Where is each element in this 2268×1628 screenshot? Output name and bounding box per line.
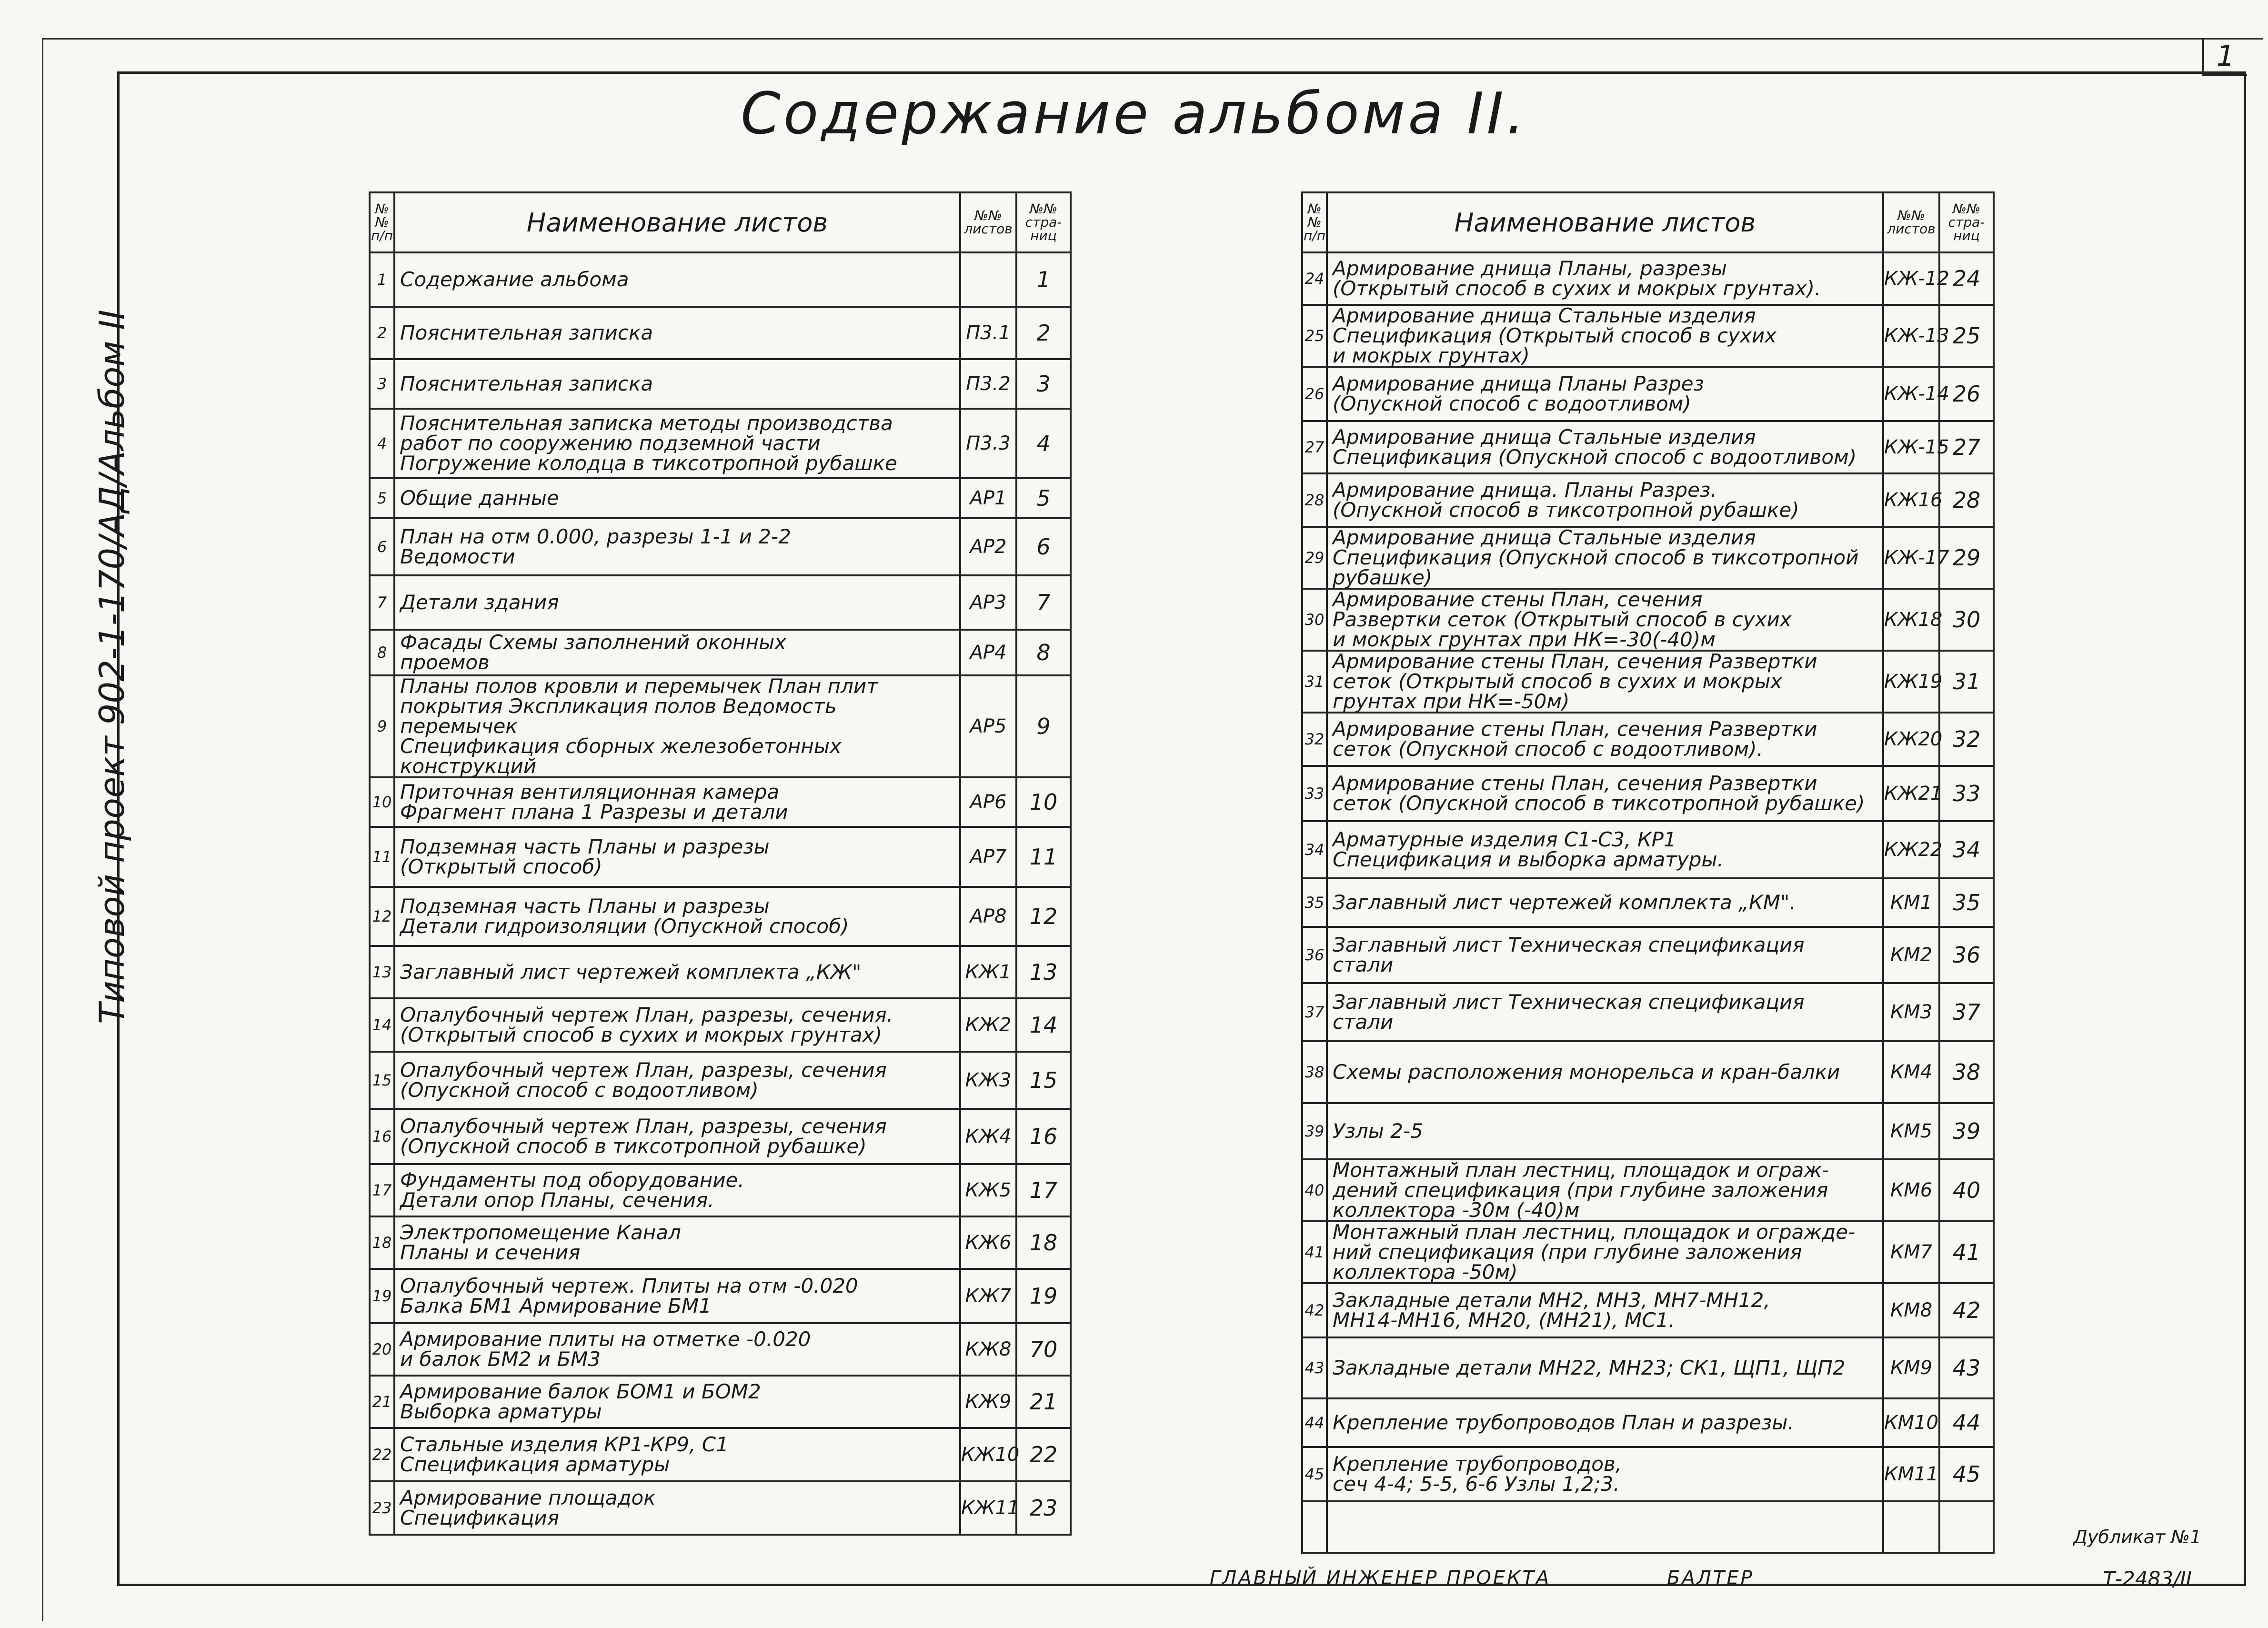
row-number: 9 xyxy=(370,675,394,777)
row-title: Детали здания xyxy=(394,575,960,630)
row-page: 43 xyxy=(1939,1337,1994,1398)
row-sheet-code: КЖ1 xyxy=(960,946,1016,998)
row-sheet-code: КЖ3 xyxy=(960,1052,1016,1109)
row-sheet-code: КЖ18 xyxy=(1883,589,1939,651)
row-title: Крепление трубопроводов План и разрезы. xyxy=(1327,1398,1883,1447)
row-number: 14 xyxy=(370,998,394,1052)
row-sheet-code: КМ11 xyxy=(1883,1447,1939,1501)
table-row xyxy=(370,478,1071,518)
table-row xyxy=(1302,473,1994,527)
row-page: 36 xyxy=(1939,927,1994,983)
row-number: 19 xyxy=(370,1269,394,1323)
row-number: 16 xyxy=(370,1109,394,1164)
row-sheet-code: КЖ7 xyxy=(960,1269,1016,1323)
row-title: Армирование днища Стальные изделия Спецификация (Опускной способ в тиксотропной рубашке) xyxy=(1327,527,1883,589)
row-sheet-code: КМ4 xyxy=(1883,1041,1939,1103)
row-page: 38 xyxy=(1939,1041,1994,1103)
row-title: Содержание альбома xyxy=(394,252,960,307)
row-title: Крепление трубопроводов, сеч 4-4; 5-5, 6-6 Узлы 1,2;3. xyxy=(1327,1447,1883,1501)
row-title: Монтажный план лестниц, площадок и ограж- дений спецификация (при глубине заложения коллектора -30м (-40)м xyxy=(1327,1159,1883,1221)
row-sheet-code: АР5 xyxy=(960,675,1016,777)
row-number: 17 xyxy=(370,1164,394,1216)
row-page: 13 xyxy=(1016,946,1071,998)
row-title: Армирование днища. Планы Разрез. (Опускной способ в тиксотропной рубашке) xyxy=(1327,473,1883,527)
row-sheet-code: КЖ9 xyxy=(960,1376,1016,1428)
row-page: 7 xyxy=(1016,575,1071,630)
row-sheet-code: П3.3 xyxy=(960,409,1016,478)
row-number: 45 xyxy=(1302,1447,1327,1501)
table-row xyxy=(1302,1337,1994,1398)
empty-cell xyxy=(1302,1501,1327,1553)
header-page: №№ стра- ниц xyxy=(1016,192,1071,252)
row-title: Пояснительная записка xyxy=(394,307,960,359)
row-sheet-code: КЖ6 xyxy=(960,1216,1016,1269)
row-sheet-code: КЖ20 xyxy=(1883,713,1939,766)
row-sheet-code: КЖ21 xyxy=(1883,766,1939,821)
row-sheet-code: П3.1 xyxy=(960,307,1016,359)
row-page: 25 xyxy=(1939,305,1994,367)
row-number: 10 xyxy=(370,777,394,827)
row-page: 32 xyxy=(1939,713,1994,766)
row-page: 21 xyxy=(1016,1376,1071,1428)
row-page: 22 xyxy=(1016,1428,1071,1481)
row-page: 19 xyxy=(1016,1269,1071,1323)
row-number: 33 xyxy=(1302,766,1327,821)
row-number: 6 xyxy=(370,518,394,575)
row-title: Заглавный лист чертежей комплекта „КМ". xyxy=(1327,878,1883,927)
row-sheet-code: КЖ4 xyxy=(960,1109,1016,1164)
row-title: Фундаменты под оборудование. Детали опор Планы, сечения. xyxy=(394,1164,960,1216)
row-sheet-code: КЖ5 xyxy=(960,1164,1016,1216)
row-title: Опалубочный чертеж План, разрезы, сечения (Опускной способ с водоотливом) xyxy=(394,1052,960,1109)
row-number: 15 xyxy=(370,1052,394,1109)
table-row xyxy=(1302,421,1994,473)
row-title: Монтажный план лестниц, площадок и огражде- ний спецификация (при глубине заложения коллектора -50м) xyxy=(1327,1221,1883,1283)
row-page: 40 xyxy=(1939,1159,1994,1221)
row-number: 44 xyxy=(1302,1398,1327,1447)
table-row xyxy=(370,1216,1071,1269)
header-code: №№ листов xyxy=(960,192,1016,252)
row-page: 17 xyxy=(1016,1164,1071,1216)
row-title: Заглавный лист Техническая спецификация стали xyxy=(1327,983,1883,1041)
table-row xyxy=(1302,589,1994,651)
row-sheet-code: АР8 xyxy=(960,887,1016,946)
row-sheet-code: АР7 xyxy=(960,827,1016,887)
row-number: 40 xyxy=(1302,1159,1327,1221)
row-number: 8 xyxy=(370,630,394,675)
row-title: Армирование плиты на отметке -0.020 и балок БМ2 и БМ3 xyxy=(394,1323,960,1376)
table-row xyxy=(1302,1398,1994,1447)
table-row xyxy=(1302,1221,1994,1283)
row-title: Армирование днища Планы Разрез (Опускной способ с водоотливом) xyxy=(1327,367,1883,421)
row-title: Армирование днища Стальные изделия Спецификация (Открытый способ в сухих и мокрых грунтах) xyxy=(1327,305,1883,367)
row-number: 1 xyxy=(370,252,394,307)
table-row xyxy=(370,887,1071,946)
row-number: 38 xyxy=(1302,1041,1327,1103)
row-page: 2 xyxy=(1016,307,1071,359)
row-title: Опалубочный чертеж План, разрезы, сечения (Опускной способ в тиксотропной рубашке) xyxy=(394,1109,960,1164)
row-number: 24 xyxy=(1302,252,1327,305)
row-title: Стальные изделия КР1-КР9, С1 Спецификация арматуры xyxy=(394,1428,960,1481)
page-title: Содержание альбома II. xyxy=(741,81,1527,147)
row-page: 24 xyxy=(1939,252,1994,305)
row-page: 37 xyxy=(1939,983,1994,1041)
row-title: Подземная часть Планы и разрезы Детали гидроизоляции (Опускной способ) xyxy=(394,887,960,946)
table-row xyxy=(1302,305,1994,367)
table-row xyxy=(370,1164,1071,1216)
contents-table-right xyxy=(1301,191,1995,1554)
row-sheet-code: КЖ-13 xyxy=(1883,305,1939,367)
table-row xyxy=(370,1109,1071,1164)
row-number: 25 xyxy=(1302,305,1327,367)
row-sheet-code: КМ1 xyxy=(1883,878,1939,927)
row-title: Армирование балок БОМ1 и БОМ2 Выборка арматуры xyxy=(394,1376,960,1428)
table-row xyxy=(1302,821,1994,878)
row-number: 23 xyxy=(370,1481,394,1535)
row-title: Приточная вентиляционная камера Фрагмент плана 1 Разрезы и детали xyxy=(394,777,960,827)
row-number: 31 xyxy=(1302,651,1327,713)
contents-table-left xyxy=(369,191,1072,1536)
row-title: Армирование площадок Спецификация xyxy=(394,1481,960,1535)
table-row xyxy=(1302,713,1994,766)
row-number: 29 xyxy=(1302,527,1327,589)
row-page: 33 xyxy=(1939,766,1994,821)
table-row xyxy=(1302,1159,1994,1221)
row-sheet-code: КМ8 xyxy=(1883,1283,1939,1337)
row-sheet-code: КМ10 xyxy=(1883,1398,1939,1447)
table-row xyxy=(1302,766,1994,821)
row-page: 15 xyxy=(1016,1052,1071,1109)
row-number: 26 xyxy=(1302,367,1327,421)
row-title: План на отм 0.000, разрезы 1-1 и 2-2 Ведомости xyxy=(394,518,960,575)
chief-engineer-label: ГЛАВНЫЙ ИНЖЕНЕР ПРОЕКТА xyxy=(1210,1567,1551,1589)
row-page: 34 xyxy=(1939,821,1994,878)
table-row xyxy=(1302,983,1994,1041)
row-number: 32 xyxy=(1302,713,1327,766)
row-sheet-code: КЖ10 xyxy=(960,1428,1016,1481)
row-title: Узлы 2-5 xyxy=(1327,1103,1883,1159)
row-sheet-code: АР2 xyxy=(960,518,1016,575)
row-sheet-code: АР1 xyxy=(960,478,1016,518)
row-title: Заглавный лист чертежей комплекта „КЖ" xyxy=(394,946,960,998)
table-row xyxy=(1302,252,1994,305)
row-title: Подземная часть Планы и разрезы (Открытый способ) xyxy=(394,827,960,887)
row-sheet-code: КЖ-17 xyxy=(1883,527,1939,589)
table-row xyxy=(370,252,1071,307)
row-sheet-code: КМ3 xyxy=(1883,983,1939,1041)
header-name: Наименование листов xyxy=(394,192,960,252)
row-number: 7 xyxy=(370,575,394,630)
vertical-project-label: Типовой проект 902-1-170/АД/Альбом II xyxy=(92,310,132,1024)
row-number: 42 xyxy=(1302,1283,1327,1337)
empty-cell xyxy=(1327,1501,1883,1553)
row-sheet-code: АР4 xyxy=(960,630,1016,675)
row-page: 9 xyxy=(1016,675,1071,777)
row-number: 12 xyxy=(370,887,394,946)
row-page: 4 xyxy=(1016,409,1071,478)
table-row xyxy=(370,1052,1071,1109)
table-row xyxy=(370,1376,1071,1428)
row-sheet-code: КЖ19 xyxy=(1883,651,1939,713)
row-number: 3 xyxy=(370,359,394,409)
row-page: 18 xyxy=(1016,1216,1071,1269)
row-title: Армирование стены План, сечения Развертки сеток (Открытый способ в сухих и мокрых грунтах при НК=-30(-40)м xyxy=(1327,589,1883,651)
table-row xyxy=(370,1481,1071,1535)
row-page: 26 xyxy=(1939,367,1994,421)
duplicate-label: Дубликат №1 xyxy=(2073,1527,2201,1548)
row-page: 14 xyxy=(1016,998,1071,1052)
row-number: 4 xyxy=(370,409,394,478)
table-row xyxy=(1302,527,1994,589)
row-title: Армирование днища Стальные изделия Спецификация (Опускной способ с водоотливом) xyxy=(1327,421,1883,473)
table-row xyxy=(370,630,1071,675)
row-title: Пояснительная записка xyxy=(394,359,960,409)
row-page: 5 xyxy=(1016,478,1071,518)
row-page: 16 xyxy=(1016,1109,1071,1164)
table-row xyxy=(1302,651,1994,713)
row-number: 21 xyxy=(370,1376,394,1428)
row-sheet-code: КЖ8 xyxy=(960,1323,1016,1376)
table-row xyxy=(370,359,1071,409)
empty-cell xyxy=(1939,1501,1994,1553)
row-page: 11 xyxy=(1016,827,1071,887)
row-number: 5 xyxy=(370,478,394,518)
row-number: 2 xyxy=(370,307,394,359)
row-page: 23 xyxy=(1016,1481,1071,1535)
row-number: 36 xyxy=(1302,927,1327,983)
row-page: 29 xyxy=(1939,527,1994,589)
row-page: 42 xyxy=(1939,1283,1994,1337)
table-row xyxy=(370,1323,1071,1376)
row-page: 41 xyxy=(1939,1221,1994,1283)
row-number: 41 xyxy=(1302,1221,1327,1283)
row-title: Планы полов кровли и перемычек План плит покрытия Экспликация полов Ведомость перемычек Спецификация сборных железобетонных конструкций xyxy=(394,675,960,777)
chief-engineer-name: БАЛТЕР xyxy=(1667,1567,1754,1589)
row-page: 27 xyxy=(1939,421,1994,473)
row-title: Арматурные изделия С1-С3, КР1 Спецификация и выборка арматуры. xyxy=(1327,821,1883,878)
row-title: Закладные детали МН22, МН23; СК1, ЩП1, ЩП2 xyxy=(1327,1337,1883,1398)
row-page: 30 xyxy=(1939,589,1994,651)
table-row xyxy=(370,998,1071,1052)
row-title: Армирование днища Планы, разрезы (Открытый способ в сухих и мокрых грунтах). xyxy=(1327,252,1883,305)
row-title: Общие данные xyxy=(394,478,960,518)
row-title: Схемы расположения монорельса и кран-балки xyxy=(1327,1041,1883,1103)
document-code: Т-2483/II xyxy=(2103,1567,2192,1590)
row-sheet-code: КЖ-12 xyxy=(1883,252,1939,305)
row-number: 34 xyxy=(1302,821,1327,878)
row-number: 30 xyxy=(1302,589,1327,651)
row-page: 12 xyxy=(1016,887,1071,946)
row-sheet-code: АР6 xyxy=(960,777,1016,827)
table-row xyxy=(1302,1447,1994,1501)
row-page: 28 xyxy=(1939,473,1994,527)
row-page: 39 xyxy=(1939,1103,1994,1159)
row-sheet-code: КМ2 xyxy=(1883,927,1939,983)
header-num: №№ п/п xyxy=(1302,192,1327,252)
row-number: 37 xyxy=(1302,983,1327,1041)
table-row xyxy=(1302,367,1994,421)
row-title: Закладные детали МН2, МН3, МН7-МН12, МН14-МН16, МН20, (МН21), МС1. xyxy=(1327,1283,1883,1337)
row-page: 44 xyxy=(1939,1398,1994,1447)
row-sheet-code: КМ6 xyxy=(1883,1159,1939,1221)
row-sheet-code: КЖ-15 xyxy=(1883,421,1939,473)
table-row xyxy=(1302,1283,1994,1337)
row-sheet-code: КЖ-14 xyxy=(1883,367,1939,421)
table-row xyxy=(370,1269,1071,1323)
row-number: 18 xyxy=(370,1216,394,1269)
row-sheet-code: КМ9 xyxy=(1883,1337,1939,1398)
table-row xyxy=(370,409,1071,478)
row-page: 70 xyxy=(1016,1323,1071,1376)
header-page: №№ стра- ниц xyxy=(1939,192,1994,252)
row-page: 45 xyxy=(1939,1447,1994,1501)
table-row xyxy=(370,307,1071,359)
row-number: 35 xyxy=(1302,878,1327,927)
table-row xyxy=(1302,878,1994,927)
table-row xyxy=(370,827,1071,887)
row-page: 3 xyxy=(1016,359,1071,409)
row-number: 11 xyxy=(370,827,394,887)
row-sheet-code: КМ5 xyxy=(1883,1103,1939,1159)
row-page: 10 xyxy=(1016,777,1071,827)
row-title: Электропомещение Канал Планы и сечения xyxy=(394,1216,960,1269)
row-sheet-code: П3.2 xyxy=(960,359,1016,409)
row-title: Опалубочный чертеж План, разрезы, сечения. (Открытый способ в сухих и мокрых грунтах) xyxy=(394,998,960,1052)
row-page: 1 xyxy=(1016,252,1071,307)
row-page: 31 xyxy=(1939,651,1994,713)
row-title: Армирование стены План, сечения Развертки сеток (Открытый способ в сухих и мокрых грунтах при НК=-50м) xyxy=(1327,651,1883,713)
row-sheet-code: КЖ16 xyxy=(1883,473,1939,527)
row-title: Армирование стены План, сечения Развертки сеток (Опускной способ в тиксотропной рубашке) xyxy=(1327,766,1883,821)
row-page: 6 xyxy=(1016,518,1071,575)
table-row xyxy=(370,518,1071,575)
table-row xyxy=(370,777,1071,827)
row-number: 28 xyxy=(1302,473,1327,527)
row-sheet-code: АР3 xyxy=(960,575,1016,630)
header-code: №№ листов xyxy=(1883,192,1939,252)
row-number: 22 xyxy=(370,1428,394,1481)
row-page: 35 xyxy=(1939,878,1994,927)
header-num: №№ п/п xyxy=(370,192,394,252)
row-number: 20 xyxy=(370,1323,394,1376)
table-row xyxy=(370,575,1071,630)
row-sheet-code: КЖ11 xyxy=(960,1481,1016,1535)
row-sheet-code: КЖ22 xyxy=(1883,821,1939,878)
row-number: 43 xyxy=(1302,1337,1327,1398)
row-title: Армирование стены План, сечения Развертки сеток (Опускной способ с водоотливом). xyxy=(1327,713,1883,766)
sheet-number: 1 xyxy=(2202,38,2247,76)
table-row-empty xyxy=(1302,1501,1994,1553)
row-title: Опалубочный чертеж. Плиты на отм -0.020 Балка БМ1 Армирование БМ1 xyxy=(394,1269,960,1323)
table-row xyxy=(370,946,1071,998)
table-row xyxy=(370,675,1071,777)
row-sheet-code xyxy=(960,252,1016,307)
table-row xyxy=(1302,1041,1994,1103)
row-title: Пояснительная записка методы производства работ по сооружению подземной части Погружение колодца в тиксотропной рубашке xyxy=(394,409,960,478)
row-sheet-code: КМ7 xyxy=(1883,1221,1939,1283)
row-page: 8 xyxy=(1016,630,1071,675)
table-row xyxy=(370,1428,1071,1481)
row-sheet-code: КЖ2 xyxy=(960,998,1016,1052)
row-number: 39 xyxy=(1302,1103,1327,1159)
row-number: 13 xyxy=(370,946,394,998)
row-title: Фасады Схемы заполнений оконных проемов xyxy=(394,630,960,675)
table-row xyxy=(1302,1103,1994,1159)
row-number: 27 xyxy=(1302,421,1327,473)
empty-cell xyxy=(1883,1501,1939,1553)
table-row xyxy=(1302,927,1994,983)
header-name: Наименование листов xyxy=(1327,192,1883,252)
row-title: Заглавный лист Техническая спецификация стали xyxy=(1327,927,1883,983)
